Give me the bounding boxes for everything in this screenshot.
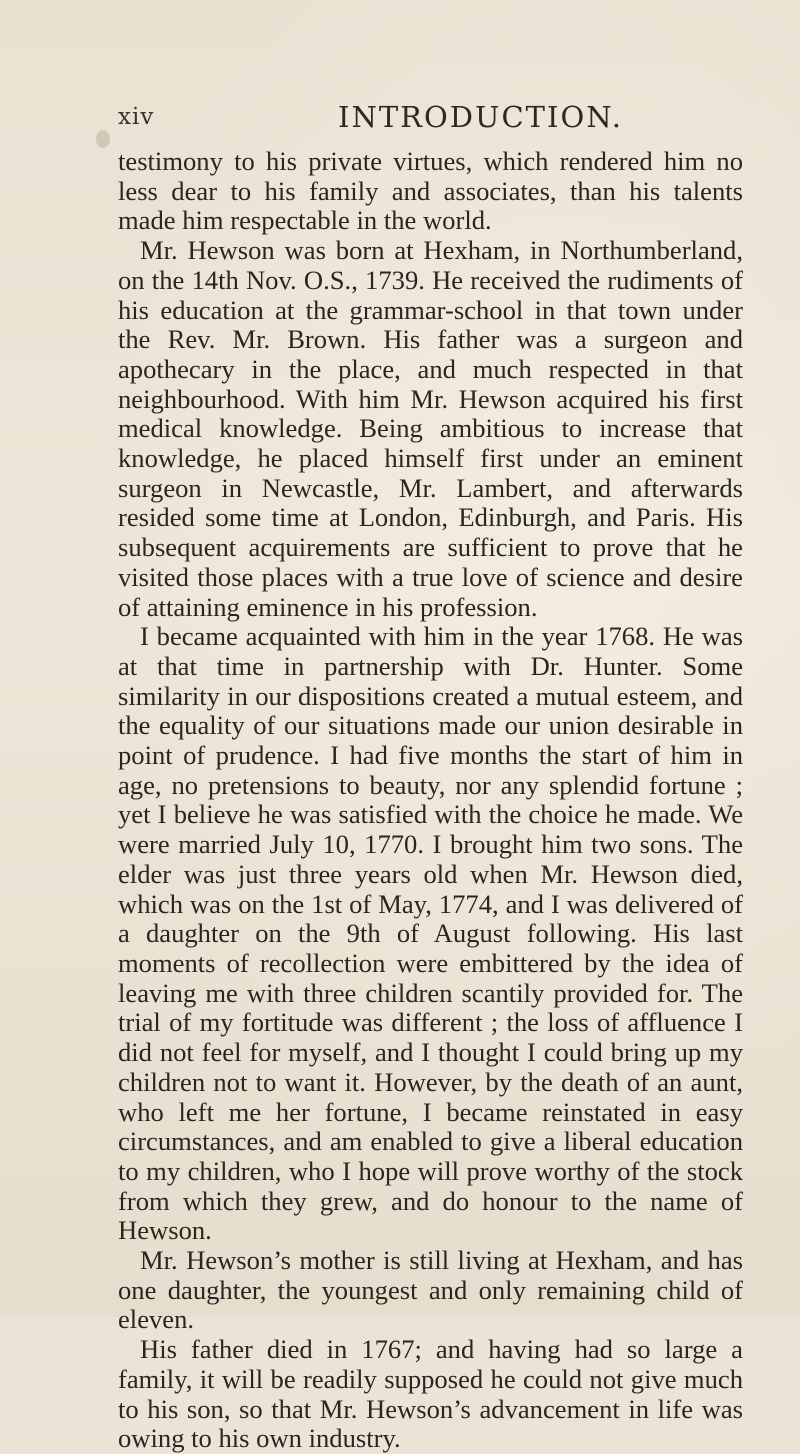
paragraph-father: His father died in 1767; and having had so large a family, it will be readily supposed he could not give much to his son, so that Mr. Hewson’s advancement in life was owing to his own industry.	[118, 1334, 743, 1454]
paragraph-mother: Mr. Hewson’s mother is still living at Hexham, and has one daughter, the youngest and only remaining child of eleven.	[118, 1245, 743, 1335]
running-title: INTRODUCTION.	[338, 100, 623, 134]
page-header	[118, 100, 743, 140]
paragraph-birth-education: Mr. Hewson was born at Hexham, in Northumberland, on the 14th Nov. O.S., 1739. He received the rudiments of his education at the grammar-school in that town under the Rev. Mr. Brown. His father was a surgeon and apothecary in the place, and much respected in that neighbourhood. With him Mr. Hewson acquired his first medical knowledge. Being ambitious to increase that knowledge, he placed himself first under an eminent surgeon in Newcastle, Mr. Lambert, and afterwards resided some time at London, Edinburgh, and Paris. His subsequent acquirements are sufficient to prove that he visited those places with a true love of science and desire of attaining eminence in his profession.	[118, 235, 743, 622]
body-text	[118, 147, 743, 1454]
paragraph-marriage-family: I became acquainted with him in the year 1768. He was at that time in partnership with Dr. Hunter. Some similarity in our dispositions created a mutual esteem, and the equality of our situations made our union desirable in point of prudence. I had five months the start of him in age, no pretensions to beauty, nor any splendid fortune ; yet I believe he was satisfied with the choice he made. We were married July 10, 1770. I brought him two sons. The elder was just three years old when Mr. Hewson died, which was on the 1st of May, 1774, and I was delivered of a daughter on the 9th of August following. His last moments of recollection were embittered by the idea of leaving me with three children scantily provided for. The trial of my fortitude was different ; the loss of affluence I did not feel for myself, and I thought I could bring up my children not to want it. However, by the death of an aunt, who left me her fortune, I became reinstated in easy circumstances, and am enabled to give a liberal education to my children, who I hope will prove worthy of the stock from which they grew, and do honour to the name of Hewson.	[118, 621, 743, 1246]
page-number: xiv	[118, 104, 155, 130]
paragraph-continued: testimony to his private virtues, which rendered him no less dear to his family and associates, than his talents made him respectable in the world.	[118, 146, 743, 236]
paper-stain	[96, 130, 110, 148]
